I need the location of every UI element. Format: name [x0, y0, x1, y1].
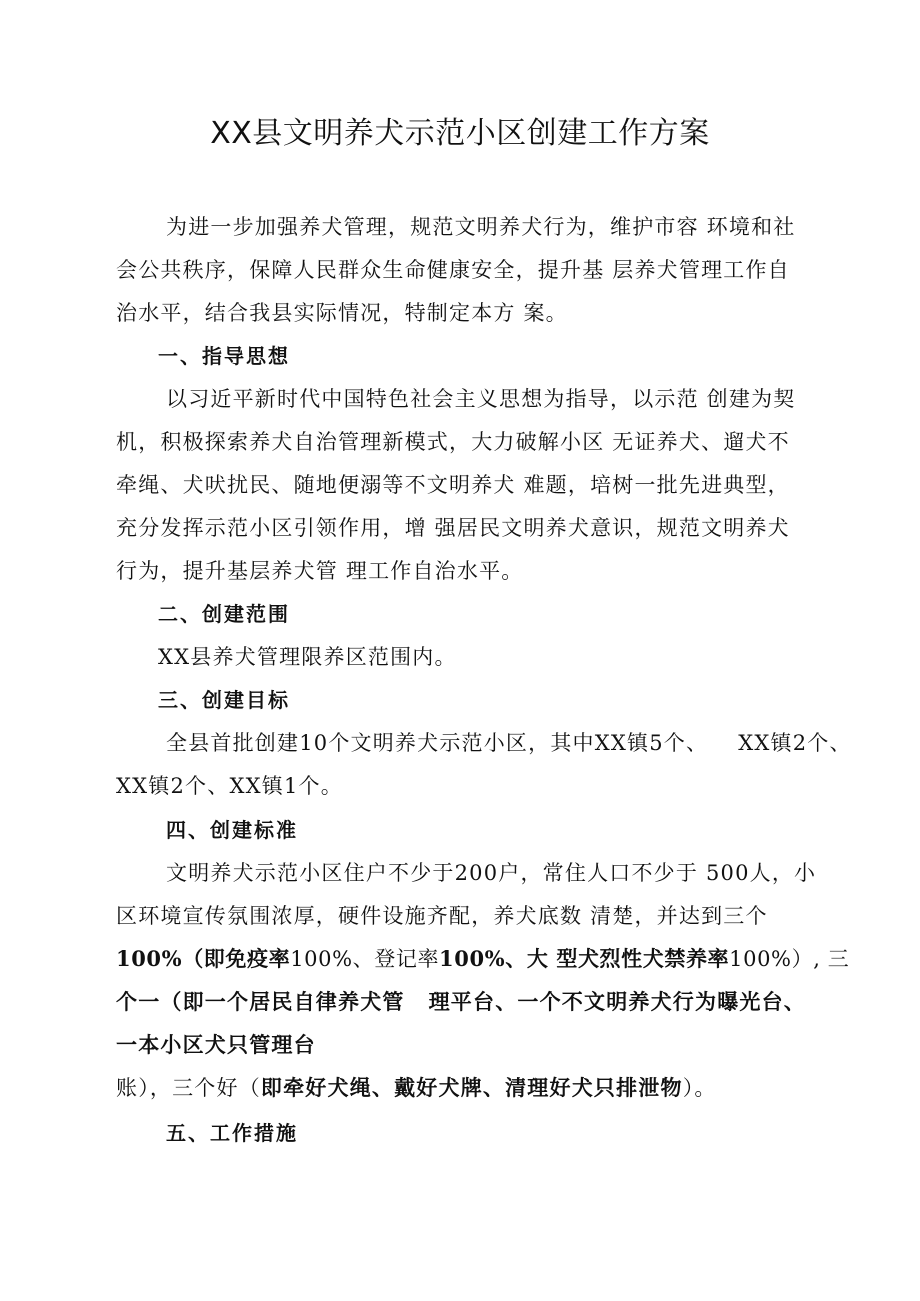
section4-line-4	[116, 987, 841, 1017]
section-heading-measures: 五、工作措施	[166, 1121, 298, 1145]
section1-line-1: 以习近平新时代中国特色社会主义思想为指导，以示范 创建为契	[166, 387, 796, 411]
section4-line-6-part-c: ）。	[682, 1076, 717, 1100]
section4-line-6-part-b: 即牵好犬绳、戴好犬牌、清理好犬只排泄物	[260, 1075, 683, 1100]
intro-line-3: 治水平，结合我县实际情况，特制定本方 案。	[116, 301, 568, 325]
section-heading-guiding-ideology: 一、指导思想	[158, 344, 290, 368]
document-title: XX县文明养犬示范小区创建工作方案	[210, 116, 710, 151]
section4-line-3-part-d: 100%）, 三	[729, 947, 850, 971]
section3-line-1	[166, 728, 891, 758]
section3-line-2: XX镇2个、XX镇1个。	[116, 774, 343, 798]
section1-line-4: 充分发挥示范小区引领作用，增 强居民文明养犬意识，规范文明养犬	[116, 516, 790, 540]
intro-line-1: 为进一步加强养犬管理，规范文明养犬行为，维护市容 环境和社	[166, 215, 796, 239]
section1-line-3: 牵绳、犬吠扰民、随地便溺等不文明养犬 难题，培树一批先进典型，	[116, 473, 790, 497]
section4-line-3	[116, 944, 850, 974]
section4-line-1: 文明养犬示范小区住户不少于200户，常住人口不少于 500人，小	[166, 861, 817, 885]
section3-line-1-part-a: 全县首批创建10个文明养犬示范小区，其中XX镇5个、	[166, 731, 709, 755]
section1-line-5: 行为，提升基层养犬管 理工作自治水平。	[116, 559, 524, 583]
section4-line-6-part-a: 账），三个好（	[116, 1076, 261, 1100]
section4-line-3-part-a: 100%（即免疫率	[116, 946, 291, 971]
section3-line-1-part-b: XX镇2个、	[738, 731, 852, 755]
section-heading-goals: 三、创建目标	[158, 688, 290, 712]
section-heading-scope: 二、创建范围	[158, 602, 290, 626]
section4-line-5: 一本小区犬只管理台	[116, 1032, 316, 1057]
section4-line-3-part-c: 100%、大 型犬烈性犬禁养率	[439, 946, 730, 971]
section4-line-4-part-a: 个一（即一个居民自律养犬管	[116, 989, 405, 1014]
section4-line-4-part-b: 理平台、一个不文明养犬行为曝光台、	[428, 989, 807, 1014]
section1-line-2: 机，积极探索养犬自治管理新模式，大力破解小区 无证养犬、遛犬不	[116, 430, 790, 454]
section4-line-3-part-b: 100%、登记率	[290, 947, 440, 971]
section2-line-1: XX县养犬管理限养区范围内。	[158, 645, 457, 669]
section4-line-6	[116, 1073, 841, 1103]
intro-line-2: 会公共秩序，保障人民群众生命健康安全，提升基 层养犬管理工作自	[116, 258, 790, 282]
section4-line-2: 区环境宣传氛围浓厚，硬件设施齐配，养犬底数 清楚，并达到三个	[116, 904, 768, 928]
section-heading-standards: 四、创建标准	[166, 818, 298, 842]
